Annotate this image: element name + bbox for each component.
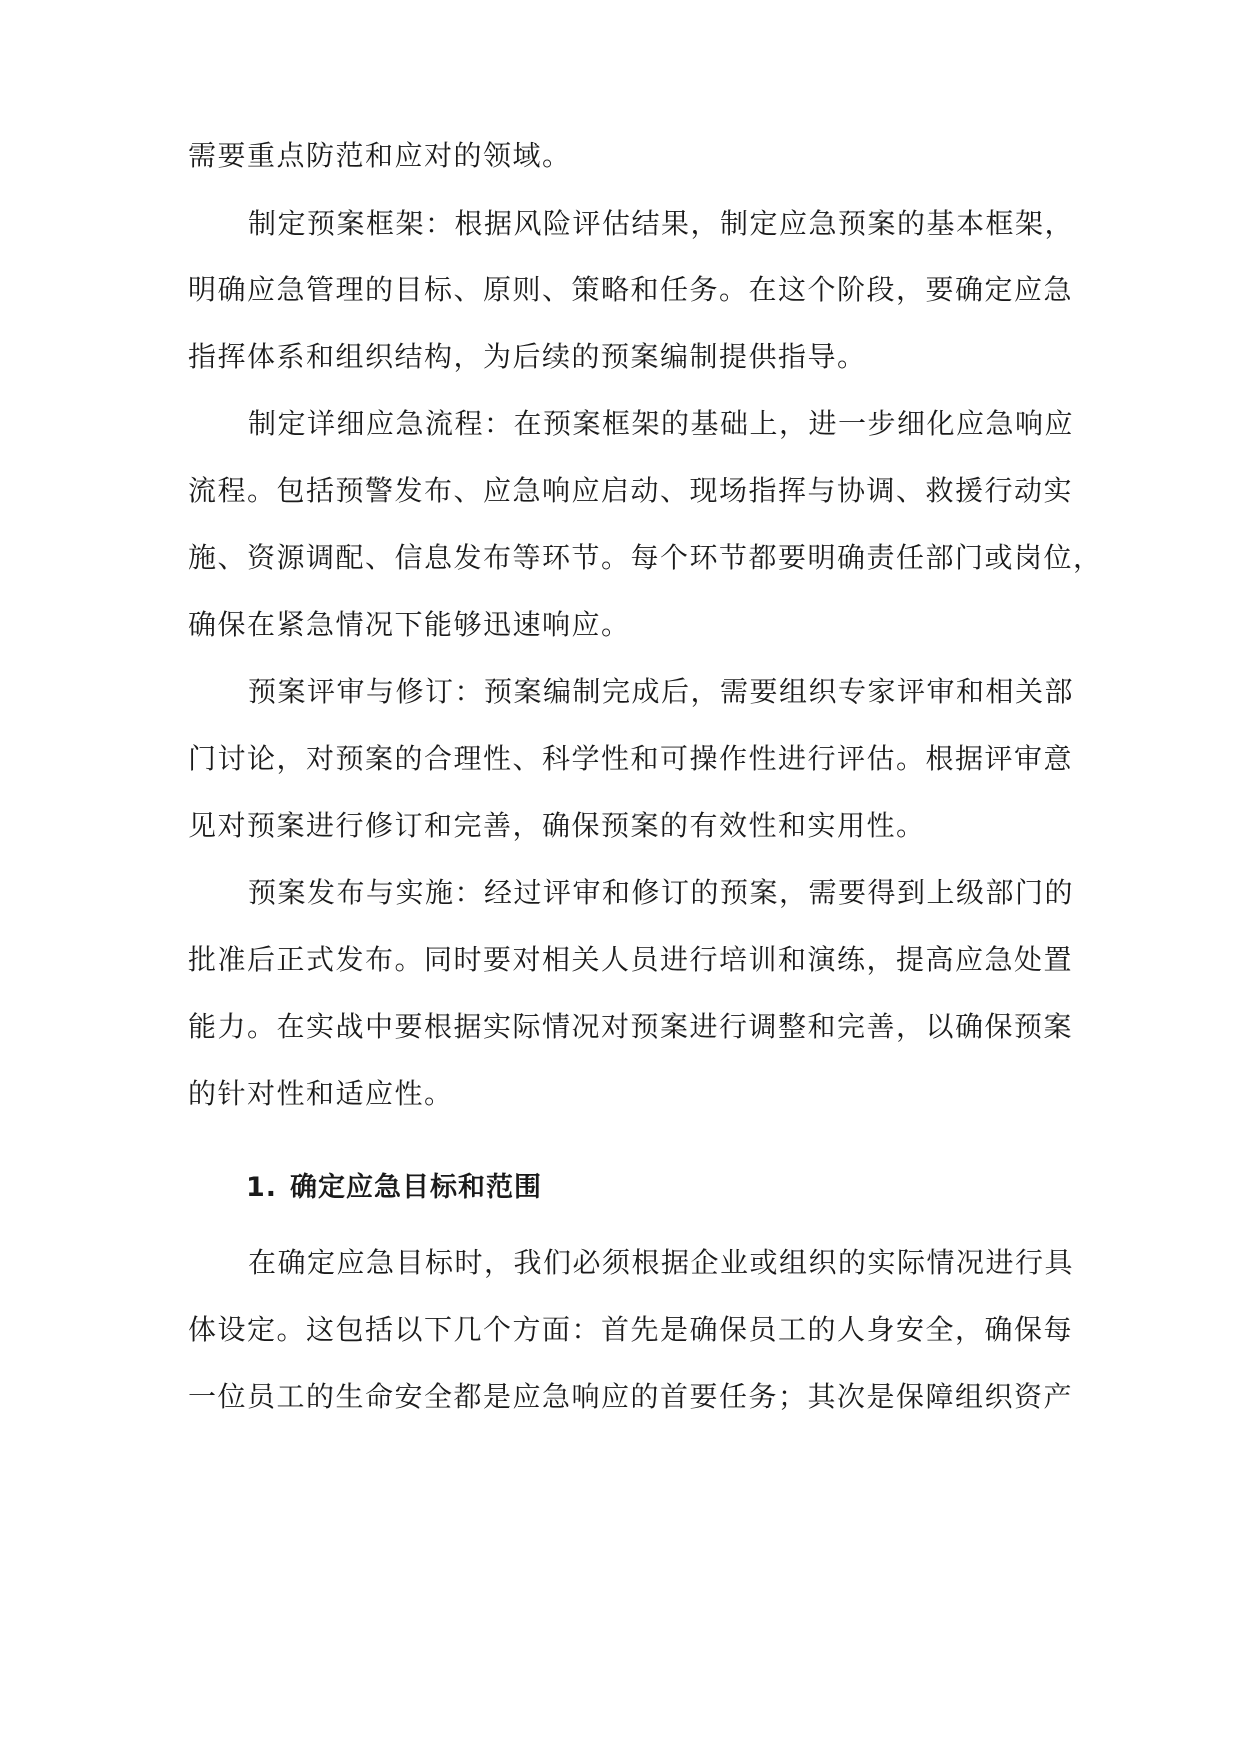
paragraph-line: 确保在紧急情况下能够迅速响应。 [188,608,631,641]
section-number: 1. [246,1172,278,1203]
section-heading [246,1168,542,1208]
section-title: 确定应急目标和范围 [290,1172,542,1203]
paragraph-line: 能力。在实战中要根据实际情况对预案进行调整和完善，以确保预案 [188,1010,1074,1043]
paragraph-line: 制定预案框架：根据风险评估结果，制定应急预案的基本框架， [248,207,1075,240]
paragraph-line: 见对预案进行修订和完善，确保预案的有效性和实用性。 [188,809,926,842]
paragraph-line: 施、资源调配、信息发布等环节。每个环节都要明确责任部门或岗位， [188,541,1103,574]
paragraph-line: 门讨论，对预案的合理性、科学性和可操作性进行评估。根据评审意 [188,742,1074,775]
paragraph-line: 需要重点防范和应对的领域。 [188,139,572,172]
paragraph-line: 的针对性和适应性。 [188,1077,454,1110]
paragraph-line: 指挥体系和组织结构，为后续的预案编制提供指导。 [188,340,867,373]
paragraph-line: 预案评审与修订：预案编制完成后，需要组织专家评审和相关部 [248,675,1075,708]
paragraph-line: 预案发布与实施：经过评审和修订的预案，需要得到上级部门的 [248,876,1075,909]
paragraph-line: 体设定。这包括以下几个方面：首先是确保员工的人身安全，确保每 [188,1313,1074,1346]
paragraph-line: 在确定应急目标时，我们必须根据企业或组织的实际情况进行具 [248,1246,1075,1279]
paragraph-line: 制定详细应急流程：在预案框架的基础上，进一步细化应急响应 [248,407,1075,440]
paragraph-line: 流程。包括预警发布、应急响应启动、现场指挥与协调、救援行动实 [188,474,1074,507]
paragraph-line: 明确应急管理的目标、原则、策略和任务。在这个阶段，要确定应急 [188,273,1074,306]
paragraph-line: 批准后正式发布。同时要对相关人员进行培训和演练，提高应急处置 [188,943,1074,976]
paragraph-line: 一位员工的生命安全都是应急响应的首要任务；其次是保障组织资产 [188,1380,1074,1413]
